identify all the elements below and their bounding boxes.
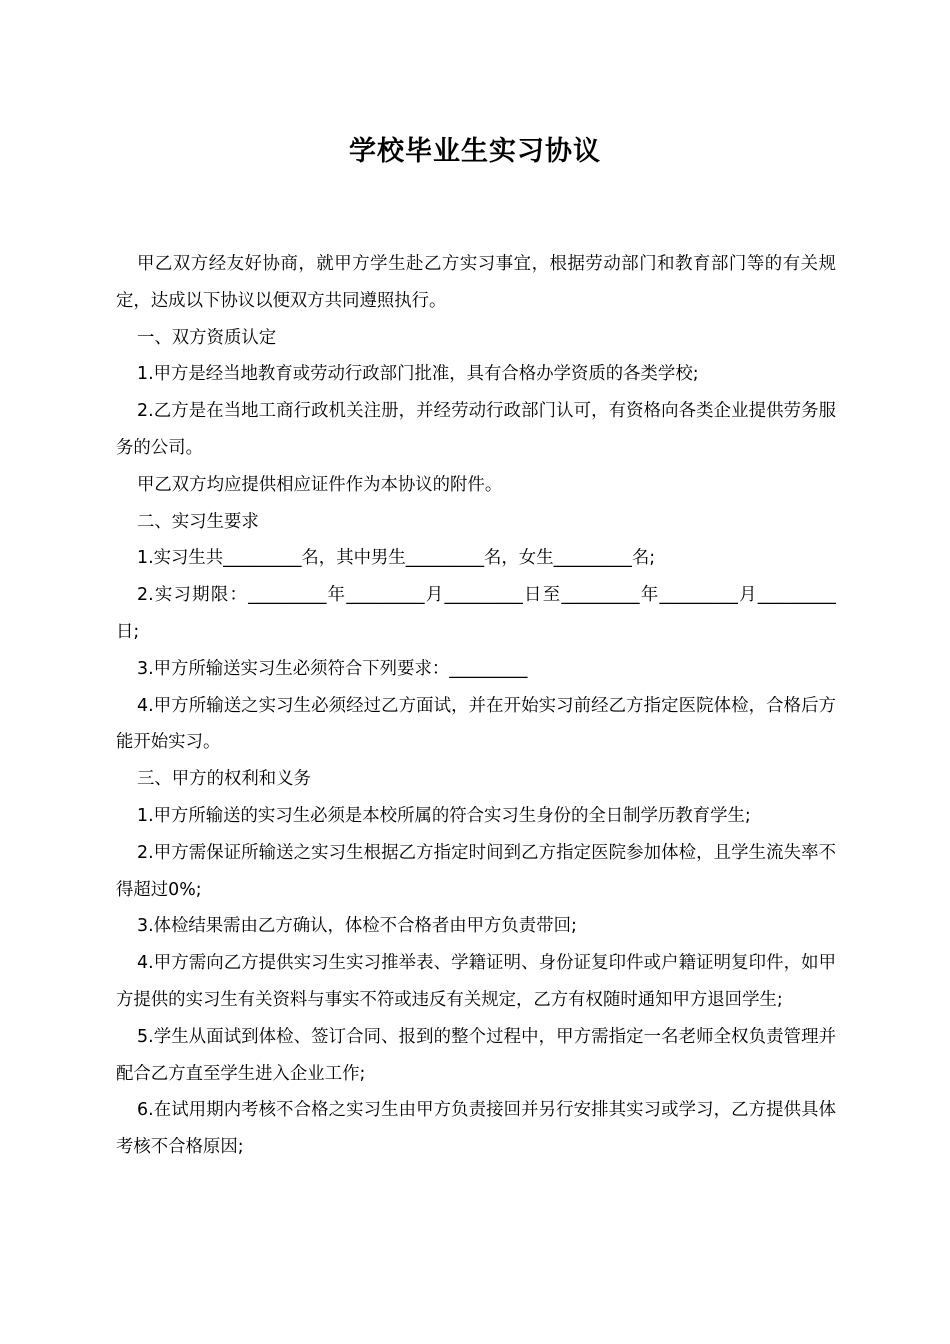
clause-paragraph: 2.实习期限：_________年_________月_________日至_________年_________月_________日;: [116, 585, 836, 642]
clause-paragraph: 3.甲方所输送实习生必须符合下列要求：_________: [137, 658, 528, 679]
section-heading: 一、双方资质认定: [137, 327, 277, 348]
clause-paragraph: 甲乙双方均应提供相应证件作为本协议的附件。: [137, 474, 503, 495]
section-heading: 二、实习生要求: [137, 511, 259, 532]
clause-paragraph: 4.甲方所输送之实习生必须经过乙方面试，并在开始实习前经乙方指定医院体检，合格后方能开始实习。: [116, 695, 836, 753]
clause-paragraph: 1.甲方所输送的实习生必须是本校所属的符合实习生身份的全日制学历教育学生;: [137, 805, 751, 826]
document-title: 学校毕业生实习协议: [349, 136, 601, 167]
clause-paragraph: 1.甲方是经当地教育或劳动行政部门批准，具有合格办学资质的各类学校;: [137, 364, 699, 385]
section-heading: 三、甲方的权利和义务: [137, 769, 311, 790]
clause-paragraph: 1.实习生共_________名，其中男生_________名，女生_________名;: [137, 548, 656, 569]
clause-paragraph: 5.学生从面试到体检、签订合同、报到的整个过程中，甲方需指定一名老师全权负责管理并配合乙方直至学生进入企业工作;: [116, 1026, 836, 1084]
clause-paragraph: 2.甲方需保证所输送之实习生根据乙方指定时间到乙方指定医院参加体检，且学生流失率不得超过0%;: [116, 842, 836, 900]
document-body: [116, 246, 836, 1166]
clause-paragraph: 3.体检结果需由乙方确认，体检不合格者由甲方负责带回;: [137, 916, 577, 937]
clause-paragraph: 6.在试用期内考核不合格之实习生由甲方负责接回并另行安排其实习或学习，乙方提供具体考核不合格原因;: [116, 1100, 836, 1158]
clause-paragraph: 4.甲方需向乙方提供实习生实习推举表、学籍证明、身份证复印件或户籍证明复印件，如甲方提供的实习生有关资料与事实不符或违反有关规定，乙方有权随时通知甲方退回学生;: [116, 953, 836, 1010]
clause-paragraph: 2.乙方是在当地工商行政机关注册，并经劳动行政部门认可，有资格向各类企业提供劳务服务的公司。: [116, 401, 836, 458]
intro-paragraph: 甲乙双方经友好协商，就甲方学生赴乙方实习事宜，根据劳动部门和教育部门等的有关规定，达成以下协议以便双方共同遵照执行。: [116, 254, 836, 311]
